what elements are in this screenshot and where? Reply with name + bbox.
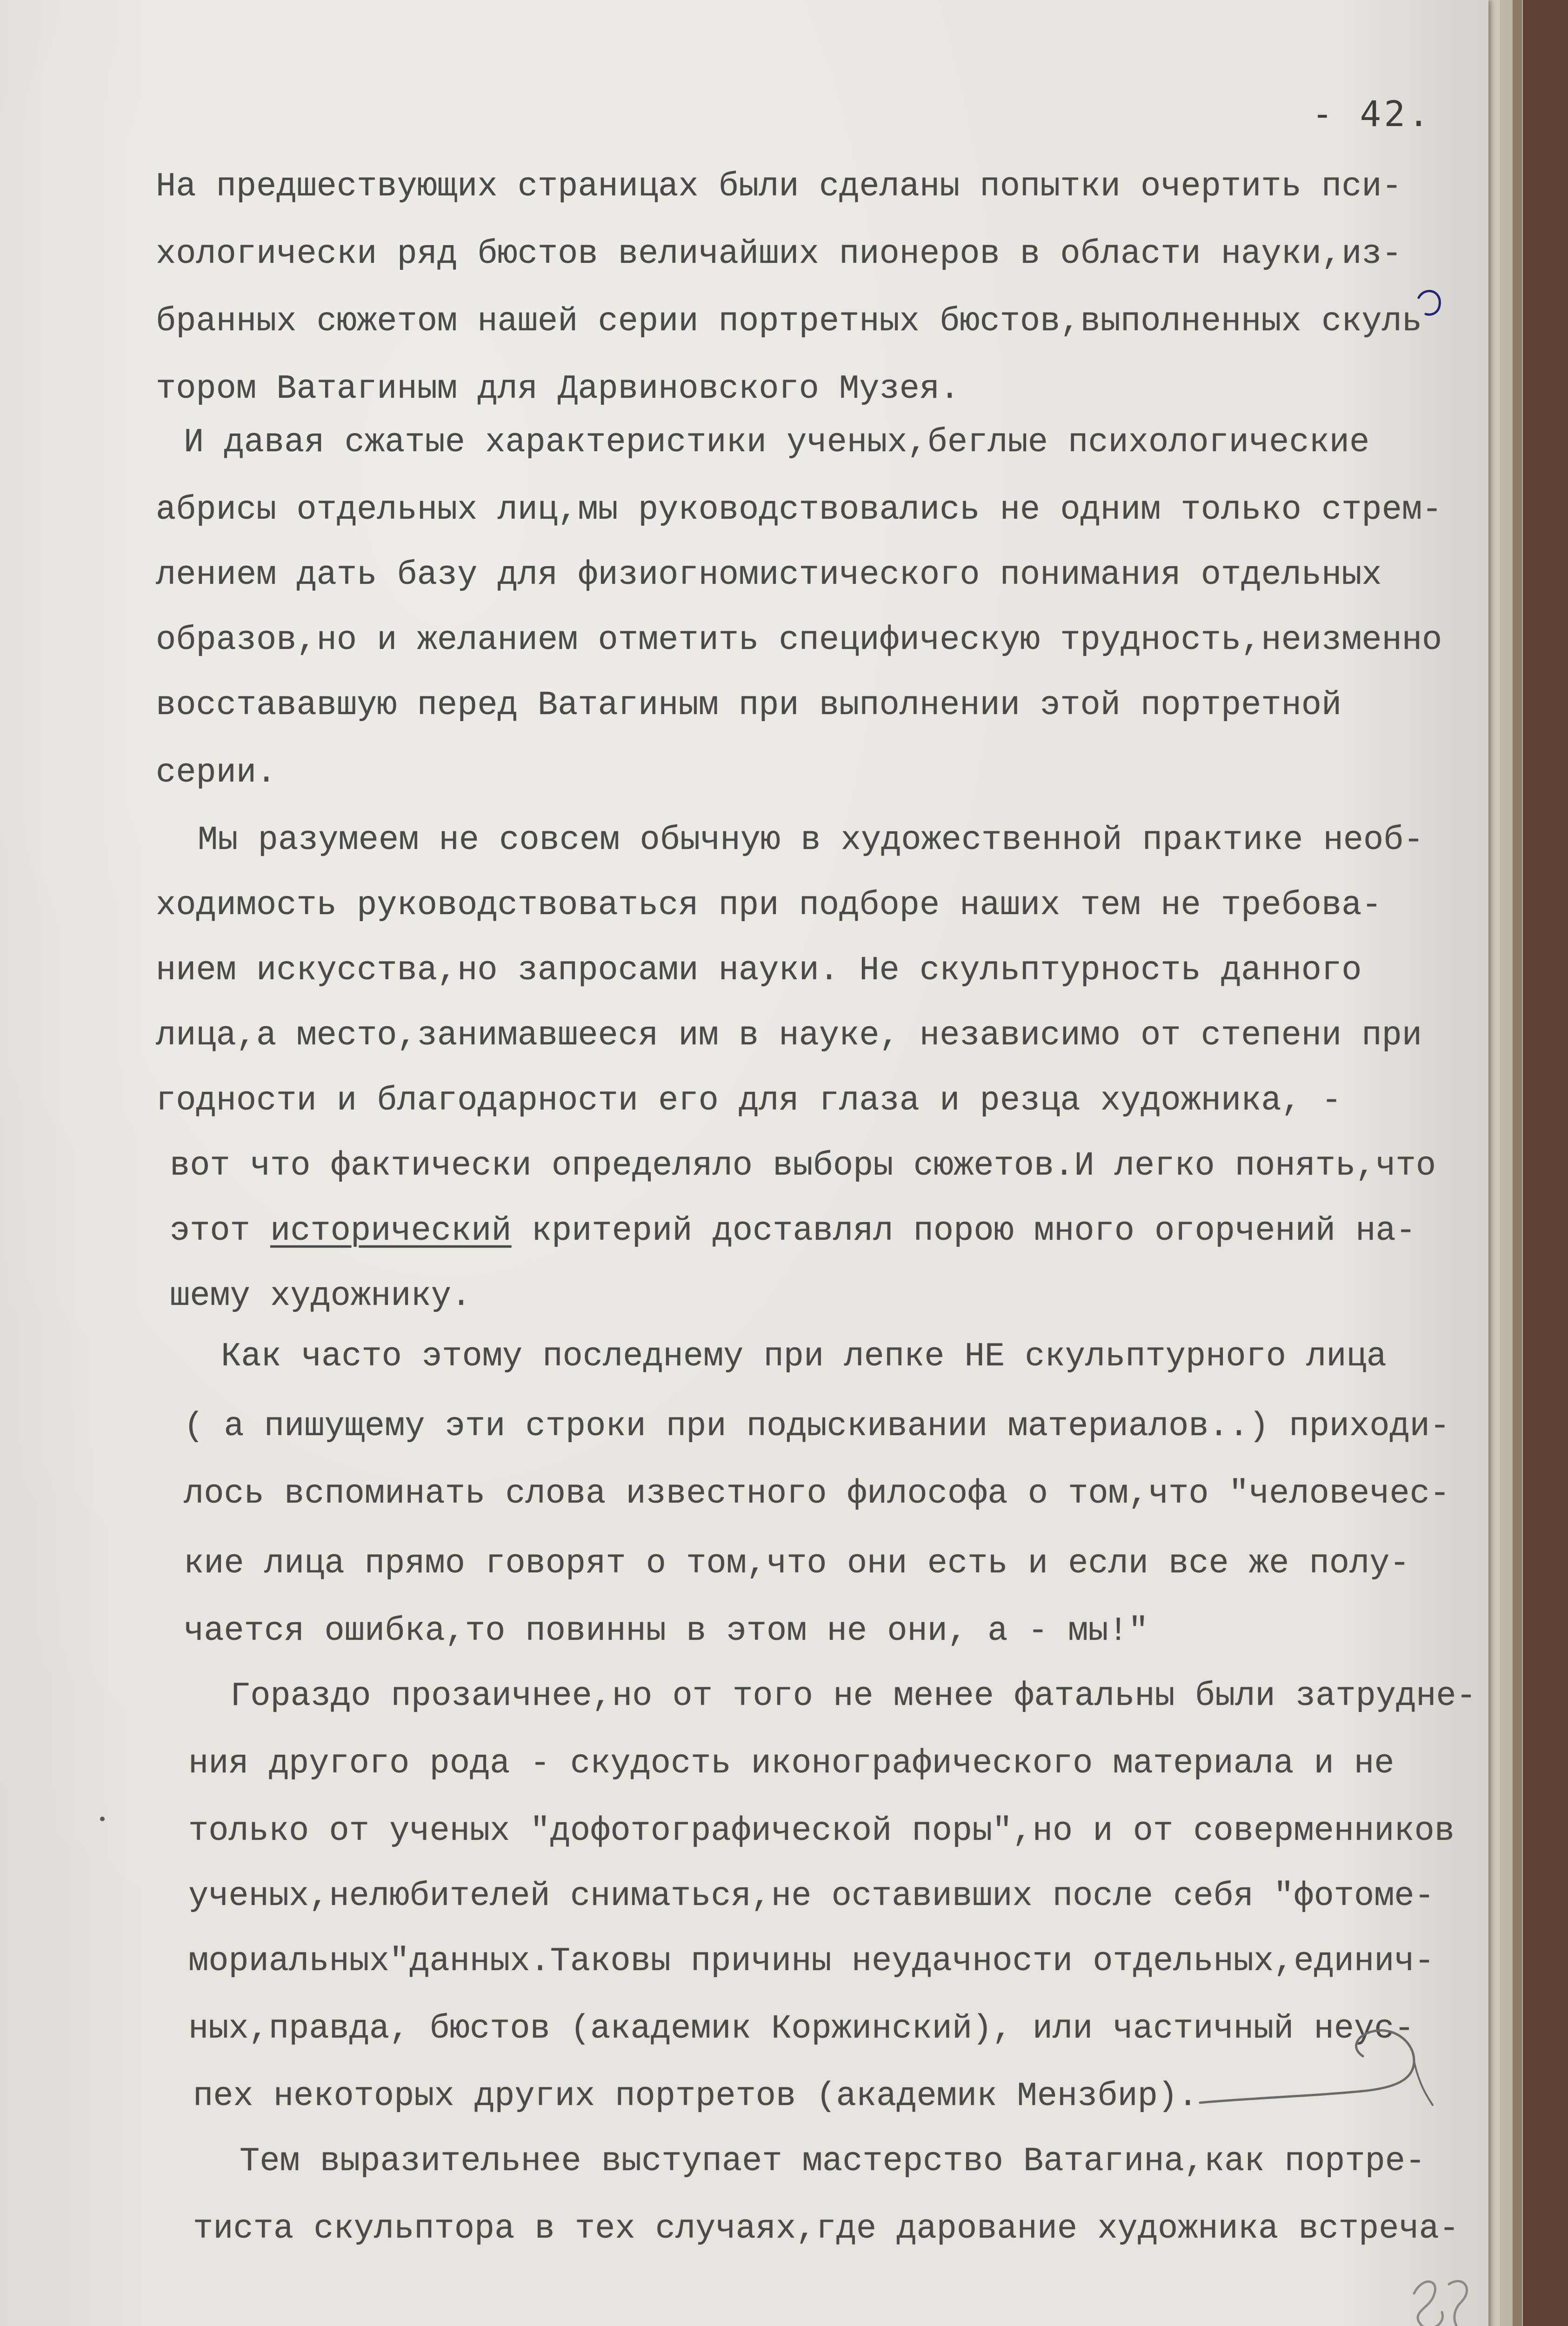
text-line: чается ошибка,то повинны в этом не они, а - мы!" [184,1612,1148,1650]
ink-mark [1414,279,1451,326]
dot-mark [98,1814,107,1824]
text-line: бранных сюжетом нашей серии портретных бюстов,выполненных скуль [156,302,1422,341]
text-line: образов,но и желанием отметить специфическую трудность,неизменно [156,621,1442,659]
text-line: восстававшую перед Ватагиным при выполнении этой портретной [156,686,1342,724]
text-fragment: этот [170,1212,250,1250]
text-line: вот что фактически определяло выборы сюжетов.И легко понять,что [170,1147,1436,1185]
text-line: нием искусства,но запросами науки. Не скульптурность данного [156,951,1362,989]
text-line: пех некоторых других портретов (академик Мензбир). [193,2077,1198,2115]
text-line: кие лица прямо говорят о том,что они есть и если все же полу- [184,1544,1410,1583]
text-line: годности и благодарности его для глаза и резца художника, - [156,1082,1342,1120]
text-line: ния другого рода - скудость иконографического материала и не [188,1744,1395,1783]
text-line: лением дать базу для физиогномистического понимания отдельных [156,556,1382,594]
text-line: И давая сжатые характеристики ученых,беглые психологические [184,423,1370,461]
text-line: лось вспоминать слова известного философа о том,что "человечес- [184,1475,1450,1513]
text-fragment: критерий доставлял порою много огорчений на- [531,1212,1416,1250]
text-line: Тем выразительнее выступает мастерство Ватагина,как портре- [240,2142,1426,2180]
text-line: ( а пишущему эти строки при подыскивании материалов..) приходи- [184,1407,1450,1445]
text-line: Мы разумеем не совсем обычную в художественной практике необ- [198,821,1424,859]
archive-folio-mark [1405,2266,1479,2326]
text-line: мориальных"данных.Таковы причины неудачности отдельных,единич- [188,1942,1435,1980]
text-line: ученых,нелюбителей сниматься,не оставивших после себя "фотоме- [188,1877,1435,1915]
underlined-word: исторический [270,1212,512,1250]
text-line: Гораздо прозаичнее,но от того не менее фатальны были затрудне- [230,1677,1476,1715]
text-line: На предшествующих страницах были сделаны попытки очертить пси- [156,167,1402,206]
text-line: лица,а место,занимавшееся им в науке, независимо от степени при [156,1016,1422,1055]
text-line: только от ученых "дофотографической поры",но и от соверменников [188,1812,1455,1850]
text-line: серии. [156,754,277,792]
text-line: шему художнику. [170,1277,472,1315]
text-line: тором Ватагиным для Дарвиновского Музея. [156,370,960,408]
text-line: хологически ряд бюстов величайших пионеров в области науки,из- [156,235,1402,273]
pencil-loop-mark [1195,2010,1437,2112]
page-number: - 42. [1312,93,1432,134]
text-line [170,1214,1568,1248]
text-line: абрисы отдельных лиц,мы руководствовались не одним только стрем- [156,491,1442,529]
text-line: ходимость руководствоваться при подборе наших тем не требова- [156,886,1382,924]
text-line: тиста скульптора в тех случаях,где дарование художника встреча- [193,2210,1460,2248]
text-line: Как часто этому последнему при лепке НЕ скульптурного лица [221,1337,1387,1376]
text-line: ных,правда, бюстов (академик Коржинский), или частичный неус- [188,2010,1415,2048]
